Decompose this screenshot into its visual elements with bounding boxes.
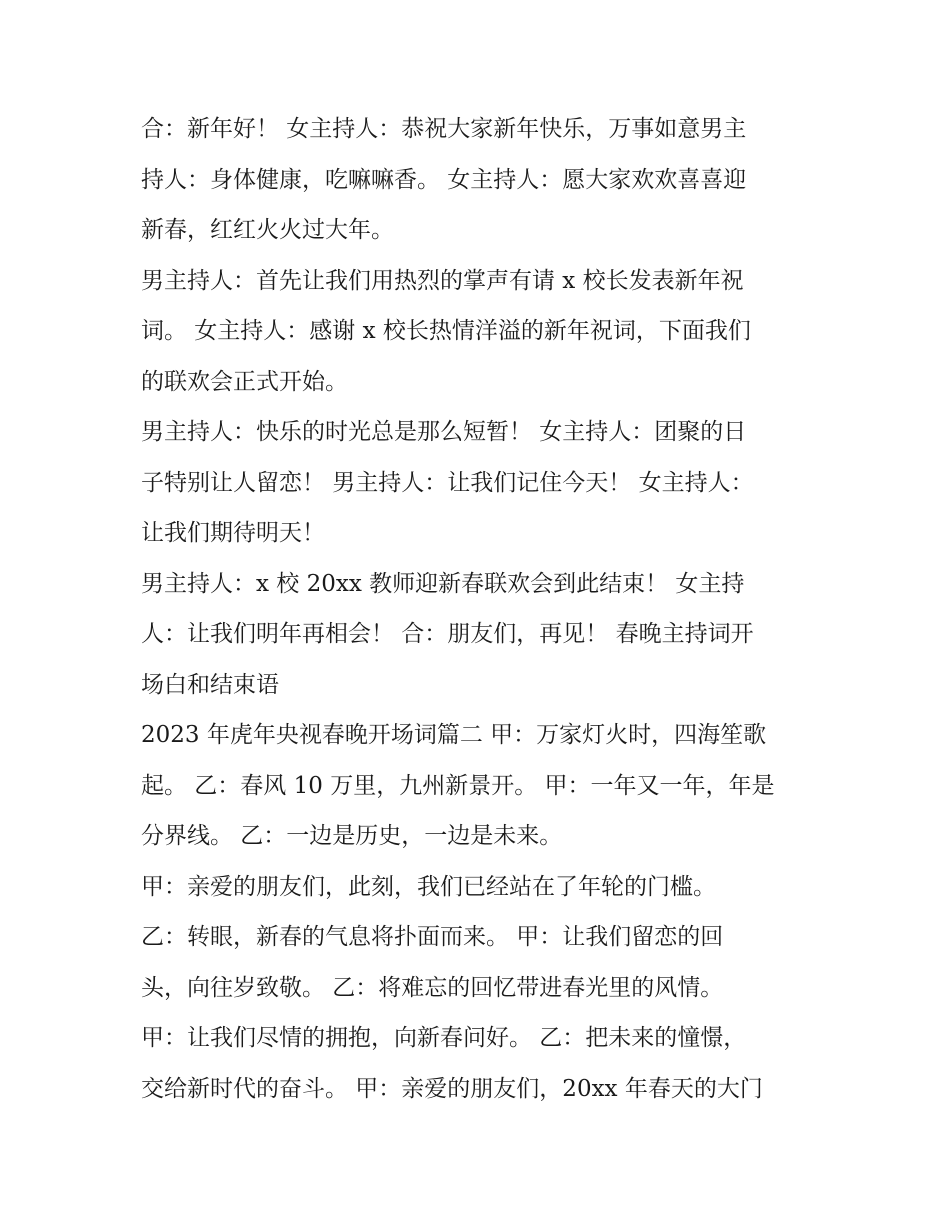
text-line: 乙：转眼，新春的气息将扑面而来。 甲：让我们留恋的回: [141, 924, 724, 950]
text-line: 子特别让人留恋！ 男主持人：让我们记住今天！ 女主持人：: [141, 469, 754, 496]
text-line: 人：让我们明年再相会！ 合：朋友们，再见！ 春晚主持词开: [141, 621, 754, 647]
text-line: 交给新时代的奋斗。 甲：亲爱的朋友们，20xx 年春天的大门: [141, 1075, 763, 1102]
text-line: 场白和结束语: [141, 671, 279, 698]
text-line: 的联欢会正式开始。: [141, 368, 348, 395]
text-line: 男主持人：x 校 20xx 教师迎新春联欢会到此结束！ 女主持: [141, 570, 745, 597]
text-line: 持人：身体健康，吃嘛嘛香。 女主持人：愿大家欢欢喜喜迎: [141, 166, 747, 193]
text-line: 新春，红红火火过大年。: [141, 217, 394, 243]
text-line: 词。 女主持人：感谢 x 校长热情洋溢的新年祝词，下面我们: [141, 318, 751, 344]
text-line: 头，向往岁致敬。 乙：将难忘的回忆带进春光里的风情。: [141, 974, 724, 1001]
text-line: 甲：亲爱的朋友们，此刻，我们已经站在了年轮的门槛。: [141, 873, 716, 900]
text-line: 分界线。 乙：一边是历史，一边是未来。: [141, 823, 563, 849]
text-line: 合：新年好！ 女主持人：恭祝大家新年快乐，万事如意男主: [141, 116, 747, 142]
text-line: 男主持人：快乐的时光总是那么短暂！ 女主持人：团聚的日: [141, 419, 747, 445]
document-body: [141, 104, 821, 1114]
text-line: 甲：让我们尽情的拥抱，向新春问好。 乙：把未来的憧憬，: [141, 1025, 747, 1051]
text-line: 让我们期待明天！: [141, 520, 325, 546]
text-line: 起。 乙：春风 10 万里，九州新景开。 甲：一年又一年，年是: [141, 772, 775, 799]
text-line: 2023 年虎年央视春晚开场词篇二 甲：万家灯火时，四海笙歌: [141, 722, 767, 748]
text-line: 男主持人：首先让我们用热烈的掌声有请 x 校长发表新年祝: [141, 267, 744, 294]
